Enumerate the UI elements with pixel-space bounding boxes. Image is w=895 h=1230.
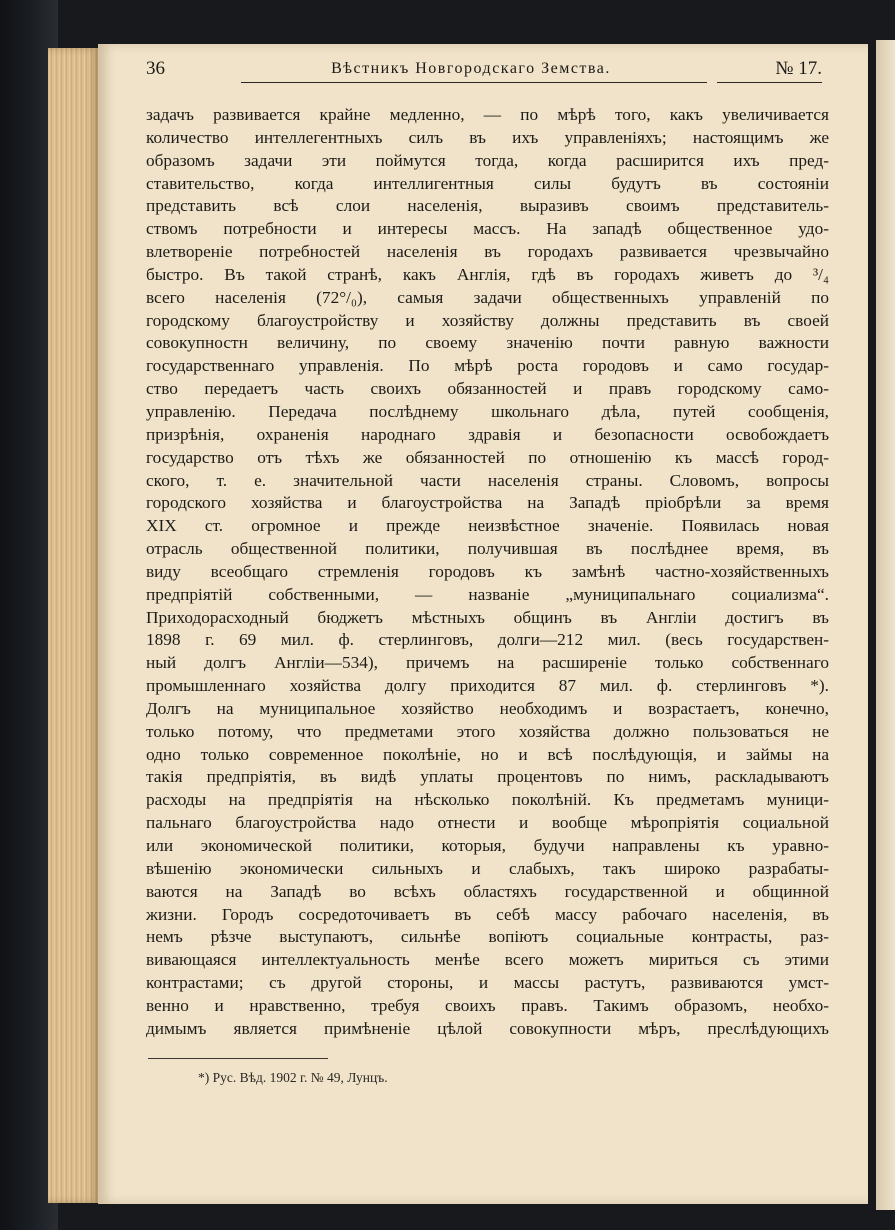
footnote-rule	[148, 1058, 328, 1059]
text-line: Приходорасходный бюджетъ мѣстныхъ общинъ въ Англiи достигъ въ	[146, 607, 829, 627]
text-line: количество интеллегентныхъ силъ въ ихъ управленiяхъ; настоящимъ же	[146, 127, 829, 147]
text-line: городскому благоустройству и хозяйству должны представить въ своей	[146, 310, 829, 330]
text-line: образомъ задачи эти поймутся тогда, когда расширится ихъ пред-	[146, 150, 829, 170]
text-line: ского, т. е. значительной части населенiя страны. Словомъ, вопросы	[146, 470, 829, 490]
text-line: государственнаго управленiя. По мѣрѣ роста городовъ и само государ-	[146, 356, 829, 376]
text-line: виду всеобщаго стремленiя городовъ къ замѣнѣ частно-хозяйственныхъ	[146, 561, 829, 581]
text-line: одно только современное поколѣнiе, но и всѣ послѣдующiя, и займы на	[146, 744, 829, 764]
text-line: ный долгъ Англiи—534), причемъ на расширенiе только собственнаго	[146, 653, 829, 673]
text-line: всего населенiя (72°/₀), самыя задачи общественныхъ управленiй по	[146, 287, 829, 307]
book-page	[98, 44, 868, 1204]
text-line: быстро. Въ такой странѣ, какъ Англiя, гдѣ въ городахъ живетъ до ³/₄	[146, 264, 829, 284]
text-line: промышленнаго хозяйства долгу приходится 87 мил. ф. стерлинговъ *).	[146, 676, 829, 696]
text-line: жизни. Городъ сосредоточиваетъ въ себѣ массу рабочаго населенiя, въ	[146, 904, 829, 924]
text-line: Долгъ на муниципальное хозяйство необходимъ и возрастаетъ, конечно,	[146, 698, 829, 718]
footnote: *) Рус. Вѣд. 1902 г. № 49, Лунцъ.	[198, 1070, 388, 1085]
text-line: ство передаетъ часть своихъ обязанностей и правъ городскому само-	[146, 379, 829, 399]
text-line: расходы на предпрiятiя на нѣсколько поколѣнiй. Къ предметамъ муници-	[146, 790, 829, 810]
text-line: управленiю. Передача послѣднему школьнаго дѣла, путей сообщенiя,	[146, 401, 829, 421]
text-line: вѣшенiю экономически сильныхъ и слабыхъ, такъ широко разрабаты-	[146, 858, 829, 878]
text-line: XIX ст. огромное и прежде неизвѣстное значенiе. Появилась новая	[146, 516, 829, 536]
text-line: ствомъ потребности и интересы массъ. На западѣ общественное удо-	[146, 219, 829, 239]
body-text	[146, 104, 829, 1041]
text-line: такiя предпрiятiя, въ видѣ уплаты процентовъ по нимъ, раскладываютъ	[146, 767, 829, 787]
text-line: вивающаяся интеллектуальность менѣе всего можетъ мириться съ этими	[146, 950, 829, 970]
text-line: димымъ является примѣненiе цѣлой совокупности мѣръ, преслѣдующихъ	[146, 1018, 829, 1038]
page-number: 36	[146, 58, 165, 79]
header-rule-right	[717, 82, 822, 83]
issue-number: № 17.	[775, 58, 822, 79]
text-line: ваются на Западѣ во всѣхъ областяхъ государственной и общинной	[146, 881, 829, 901]
text-line: ставительство, когда интеллигентныя силы будутъ въ состоянiи	[146, 173, 829, 193]
text-line: контрастами; съ другой стороны, и массы растутъ, развиваются умст-	[146, 973, 829, 993]
text-line: государство отъ тѣхъ же обязанностей по отношенiю къ массѣ город-	[146, 447, 829, 467]
text-line: только потому, что предметами этого хозяйства должно пользоваться не	[146, 721, 829, 741]
text-line: совокупностн величину, по своему значенiю почти равную важности	[146, 333, 829, 353]
text-line: или экономической политики, которыя, будучи направлены къ уравно-	[146, 836, 829, 855]
running-title: Вѣстникъ Новгородскаго Земства.	[331, 60, 611, 77]
text-line: городского хозяйства и благоустройства на Западѣ прiобрѣли за время	[146, 493, 829, 513]
header-rule	[241, 82, 707, 83]
text-line: призрѣнiя, охраненiя народнаго здравiя и безопасности освобождаетъ	[146, 424, 829, 444]
text-line: отрасль общественной политики, получившая въ послѣднее время, въ	[146, 539, 829, 559]
page-edge	[48, 48, 100, 1203]
text-line: 1898 г. 69 мил. ф. стерлинговъ, долги—212 мил. (весь государствен-	[146, 630, 829, 650]
page-header	[146, 56, 822, 84]
text-line: представить всѣ слои населенiя, выразивъ своимъ представитель-	[146, 196, 829, 216]
text-line: немъ рѣзче выступаютъ, сильнѣе вопiютъ социальные контрасты, раз-	[146, 927, 829, 947]
text-line: задачъ развивается крайне медленно, — по мѣрѣ того, какъ увеличивается	[146, 105, 829, 124]
text-line: предпрiятiй собственными, — названiе „муниципальнаго социализма“.	[146, 584, 829, 604]
facing-page-edge	[876, 40, 895, 1210]
text-line: пальнаго благоустройства надо отнести и вообще мѣропрiятiя социальной	[146, 813, 829, 833]
text-line: венно и нравственно, требуя своихъ правъ. Такимъ образомъ, необхо-	[146, 995, 829, 1015]
text-line: влетворенiе потребностей населенiя въ городахъ развивается чрезвычайно	[146, 242, 829, 262]
